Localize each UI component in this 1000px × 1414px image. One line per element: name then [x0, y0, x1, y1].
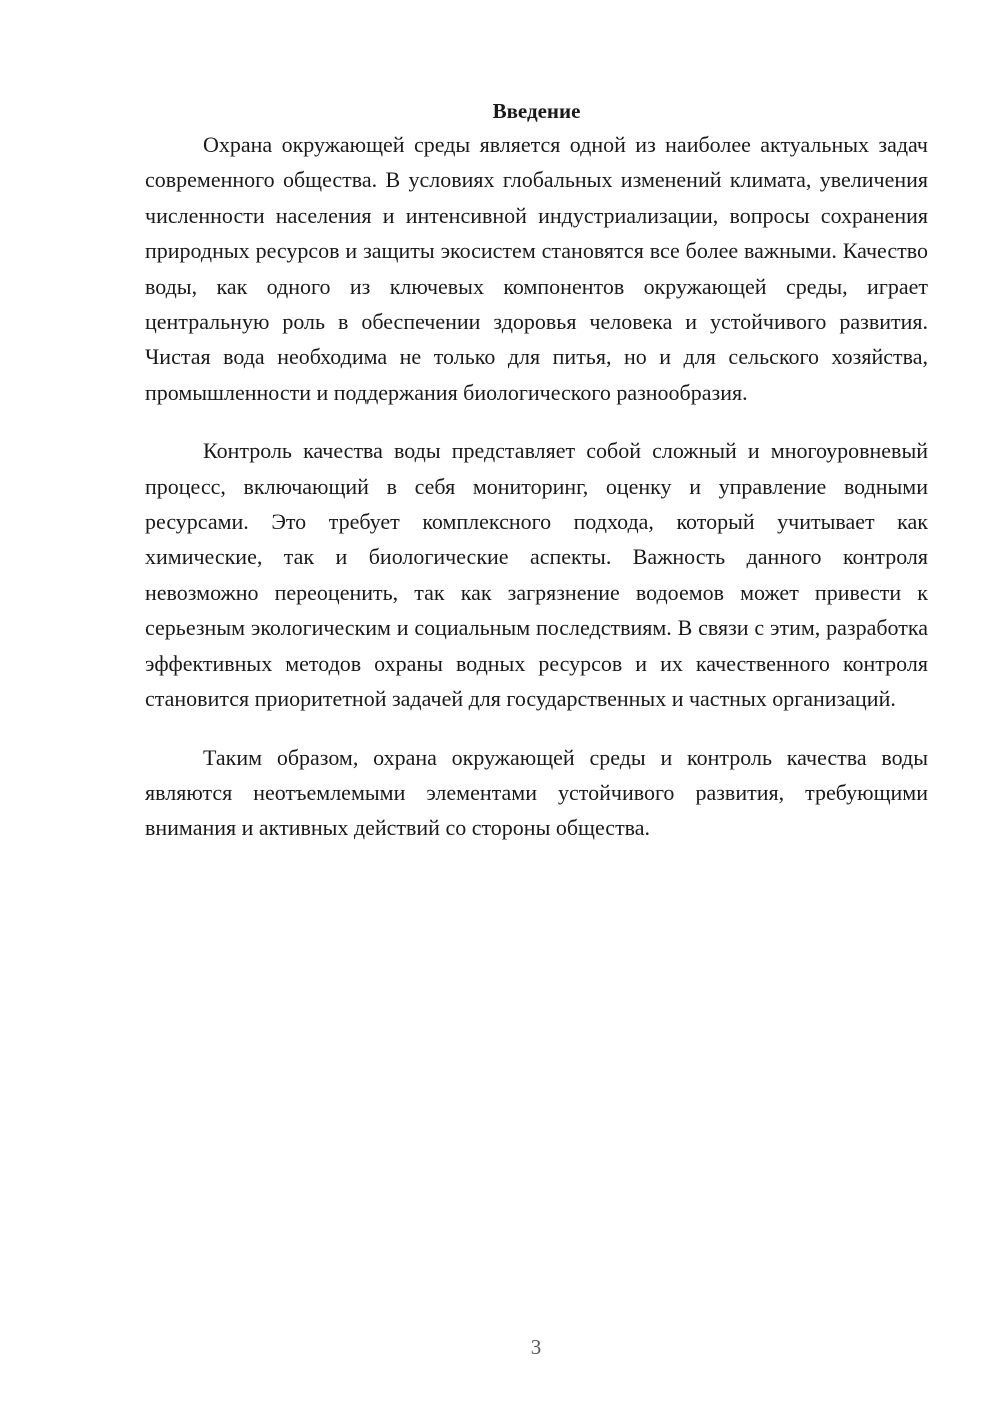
page-number: 3 [530, 1335, 542, 1359]
section-heading: Введение [492, 99, 581, 123]
page-content [145, 95, 928, 846]
paragraph-3: Таким образом, охрана окружающей среды и контроль качества воды являются неотъемлемыми элементами устойчивого развития, требующими внимания и активных действий со стороны общества. [145, 744, 928, 841]
paragraph-2: Контроль качества воды представляет собой сложный и многоуровневый процесс, включающий в себя мониторинг, оценку и управление водными ресурсами. Это требует комплексного подхода, который учитывает как химические, так и биологические аспекты. Важность данного контроля невозможно переоценить, так как загрязнение водоемов может привести к серьезным экологическим и социальным последствиям. В связи с этим, разработка эффективных методов охраны водных ресурсов и их качественного контроля становится приоритетной задачей для государственных и частных организаций. [145, 438, 928, 712]
paragraph-1: Охрана окружающей среды является одной из наиболее актуальных задач современного общества. В условиях глобальных изменений климата, увеличения численности населения и интенсивной индустриализации, вопросы сохранения природных ресурсов и защиты экосистем становятся все более важными. Качество воды, как одного из ключевых компонентов окружающей среды, играет центральную роль в обеспечении здоровья человека и устойчивого развития. Чистая вода необходима не только для питья, но и для сельского хозяйства, промышленности и поддержания биологического разнообразия. [145, 132, 928, 405]
